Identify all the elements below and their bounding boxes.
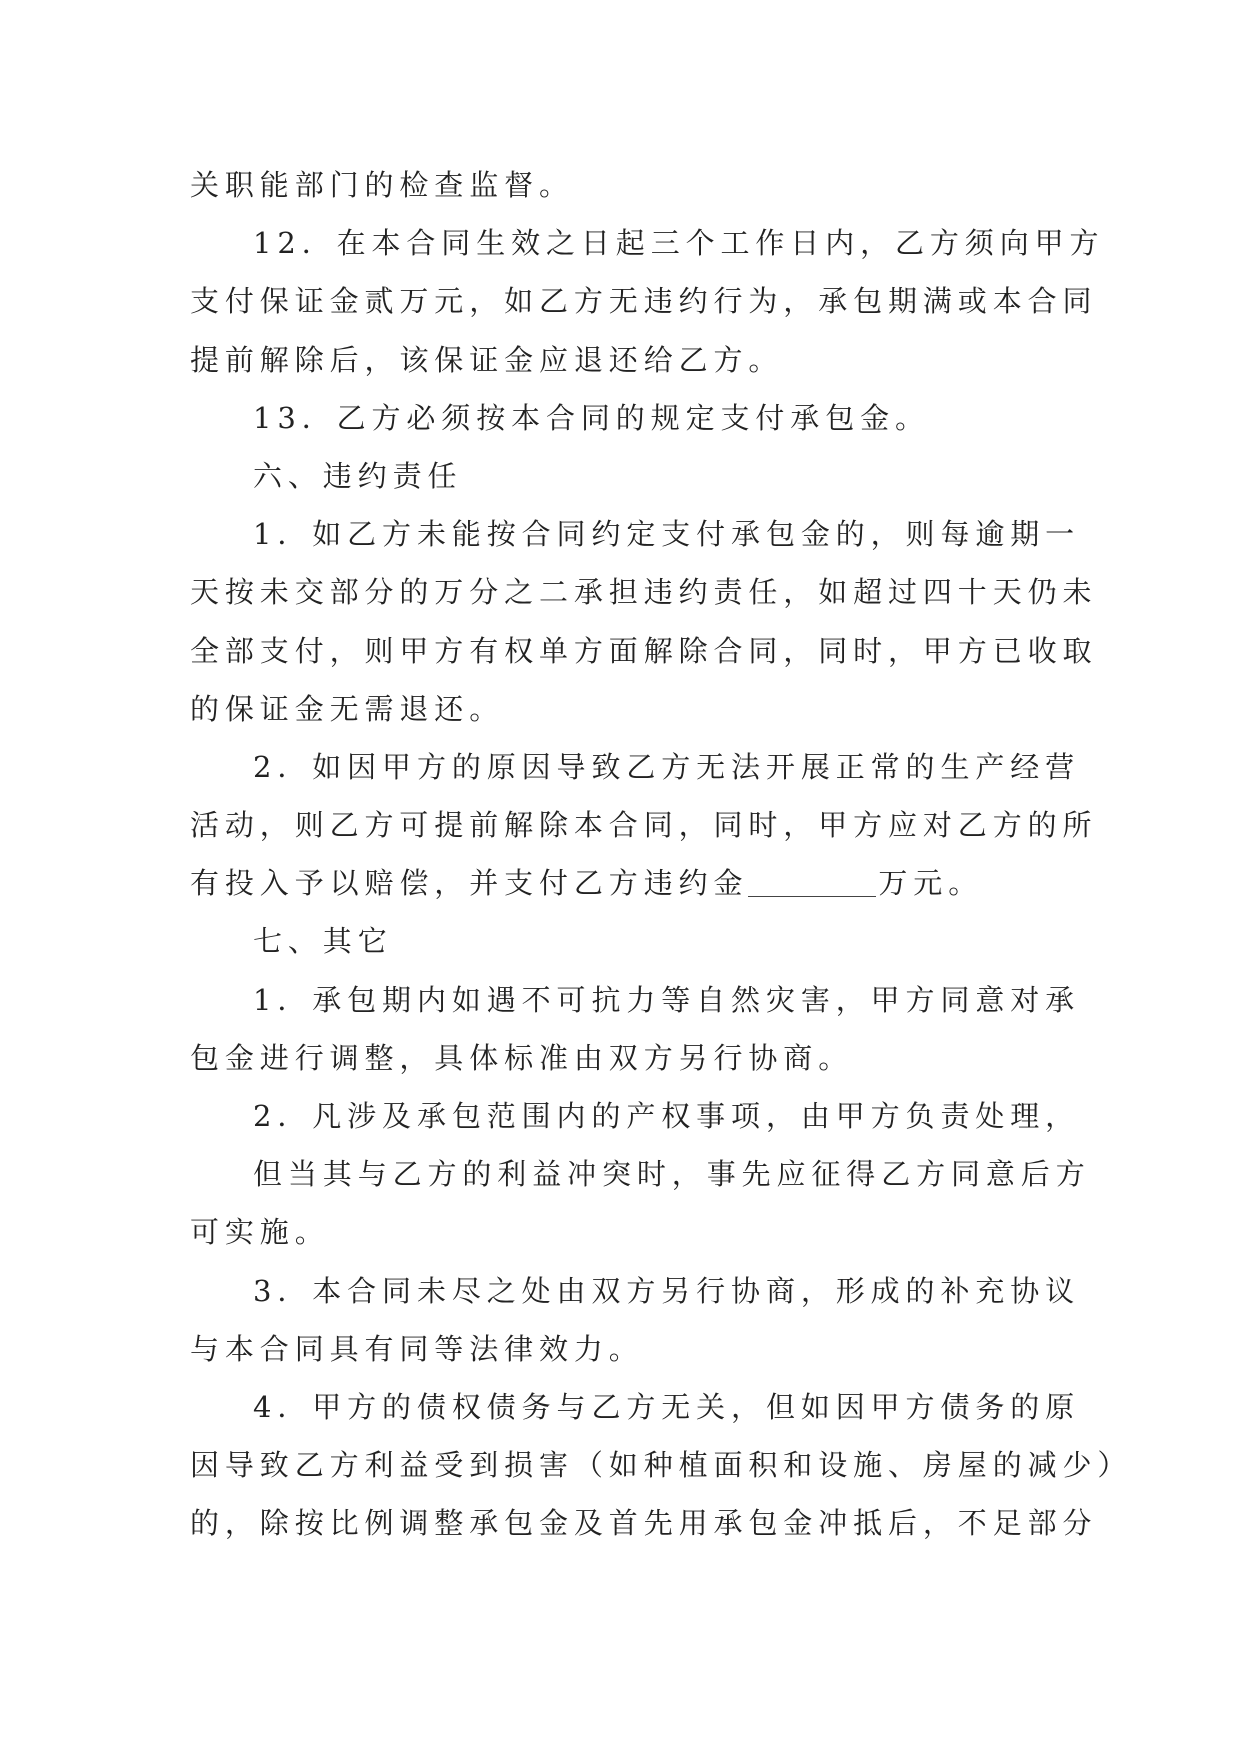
section-heading-breach: 六、违约责任 <box>253 458 463 493</box>
clause-line: 2．凡涉及承包范围内的产权事项，由甲方负责处理， <box>253 1099 1081 1133</box>
paragraph-line: 但当其与乙方的利益冲突时，事先应征得乙方同意后方 <box>253 1157 1091 1192</box>
line-text: 有投入予以赔偿，并支付乙方违约金 <box>190 866 749 901</box>
clause-12-line: 12．在本合同生效之日起三个工作日内，乙方须向甲方 <box>253 226 1105 261</box>
paragraph-line: 全部支付，则甲方有权单方面解除合同，同时，甲方已收取 <box>190 633 1098 668</box>
line-text-suffix: 万元。 <box>878 866 984 901</box>
paragraph-line: 因导致乙方利益受到损害（如种植面积和设施、房屋的减少） <box>190 1448 1133 1483</box>
paragraph-line: 提前解除后，该保证金应退还给乙方。 <box>190 342 784 377</box>
document-body <box>190 156 1133 1553</box>
paragraph-line: 与本合同具有同等法律效力。 <box>190 1331 644 1366</box>
paragraph-line: 的保证金无需退还。 <box>190 691 505 726</box>
paragraph-line: 包金进行调整，具体标准由双方另行协商。 <box>190 1040 854 1075</box>
section-heading-other: 七、其它 <box>253 924 393 959</box>
paragraph-line: 关职能部门的检查监督。 <box>190 168 574 202</box>
paragraph-line: 天按未交部分的万分之二承担违约责任，如超过四十天仍未 <box>190 575 1098 610</box>
paragraph-line: 活动，则乙方可提前解除本合同，同时，甲方应对乙方的所 <box>190 808 1098 843</box>
paragraph-line: 支付保证金贰万元，如乙方无违约行为，承包期满或本合同 <box>190 284 1098 319</box>
clause-13-line: 13．乙方必须按本合同的规定支付承包金。 <box>253 400 930 435</box>
clause-line: 1．如乙方未能按合同约定支付承包金的，则每逾期一 <box>253 517 1081 552</box>
paragraph-line: 的，除按比例调整承包金及首先用承包金冲抵后，不足部分 <box>190 1506 1098 1541</box>
clause-line: 4．甲方的债权债务与乙方无关，但如因甲方债务的原 <box>253 1389 1081 1424</box>
fill-in-blank <box>748 866 876 897</box>
clause-line: 3．本合同未尽之处由双方另行协商，形成的补充协议 <box>253 1273 1081 1308</box>
paragraph-line: 可实施。 <box>190 1215 330 1250</box>
paragraph-line-with-blank <box>190 854 1050 912</box>
clause-line: 1．承包期内如遇不可抗力等自然灾害，甲方同意对承 <box>253 982 1081 1017</box>
clause-line: 2．如因甲方的原因导致乙方无法开展正常的生产经营 <box>253 749 1081 784</box>
